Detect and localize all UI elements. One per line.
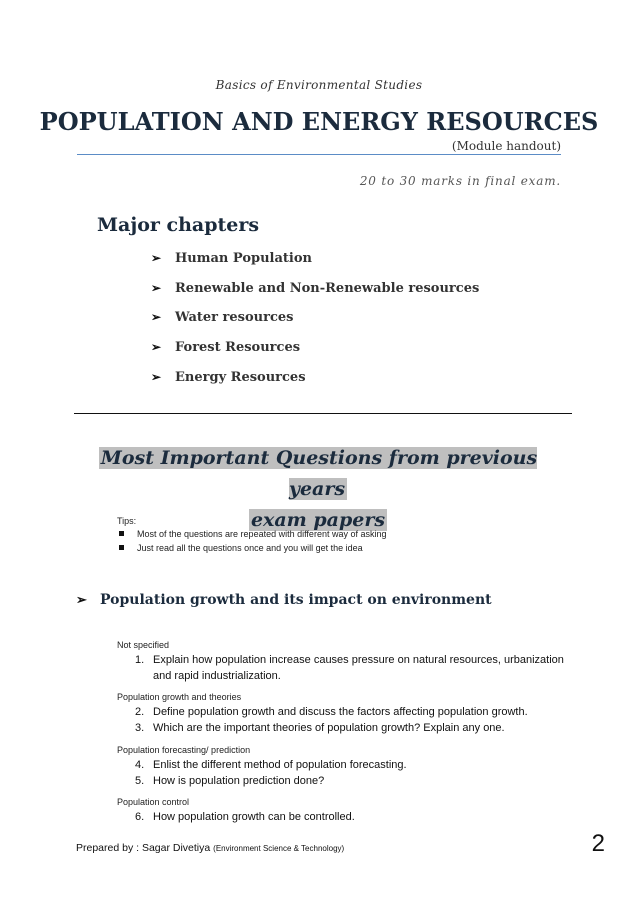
chapter-item <box>151 251 312 271</box>
questions-heading-line2: exam papers <box>250 509 386 531</box>
topic-heading-text: Population growth and its impact on environment <box>100 592 492 608</box>
arrowhead-bullet-icon: ➢ <box>151 310 162 324</box>
tip-text: Most of the questions are repeated with different way of asking <box>137 529 387 539</box>
arrowhead-bullet-icon: ➢ <box>76 593 87 608</box>
question-text: Enlist the different method of population forecasting. <box>153 759 407 771</box>
tips-label: Tips: <box>117 516 137 526</box>
question-number: 6. <box>135 811 145 823</box>
arrowhead-bullet-icon: ➢ <box>151 340 162 354</box>
questions-heading <box>70 443 566 536</box>
tip-item <box>119 529 386 539</box>
square-bullet-icon <box>119 545 124 550</box>
question-number: 5. <box>135 775 145 787</box>
question-text: Define population growth and discuss the factors affecting population growth. <box>153 706 528 718</box>
chapters-heading: Major chapters <box>97 214 260 236</box>
chapter-label: Renewable and Non-Renewable resources <box>175 281 480 296</box>
question-text: How population growth can be controlled. <box>153 811 355 823</box>
marks-note: 20 to 30 marks in final exam. <box>359 174 561 188</box>
question-group-label: Not specified <box>117 640 170 650</box>
question-number: 1. <box>135 654 145 666</box>
question-item <box>135 704 565 720</box>
chapter-label: Energy Resources <box>175 370 306 385</box>
arrowhead-bullet-icon: ➢ <box>151 251 162 265</box>
question-number: 4. <box>135 759 145 771</box>
section-divider <box>74 413 572 414</box>
title-underline <box>77 154 561 155</box>
chapter-label: Water resources <box>175 310 294 325</box>
page-number: 2 <box>591 830 605 857</box>
question-item <box>135 809 565 825</box>
questions-heading-line1: Most Important Questions from previous years <box>100 447 538 500</box>
tip-text: Just read all the questions once and you will get the idea <box>137 543 363 553</box>
question-item <box>135 720 565 736</box>
question-text: How is population prediction done? <box>153 775 325 787</box>
question-item <box>135 757 565 773</box>
chapter-item <box>151 340 300 360</box>
document-subtitle: Basics of Environmental Studies <box>215 78 423 92</box>
question-group-label: Population forecasting/ prediction <box>117 745 251 755</box>
footer-prepared-by: Prepared by : Sagar Divetiya <box>76 842 211 854</box>
footer-credit <box>76 842 344 854</box>
question-group-label: Population control <box>117 797 190 807</box>
chapter-label: Forest Resources <box>175 340 301 355</box>
topic-heading <box>76 592 492 608</box>
question-group-label: Population growth and theories <box>117 692 242 702</box>
question-item <box>135 773 565 789</box>
chapter-item <box>151 370 306 390</box>
chapter-item <box>151 310 293 330</box>
document-title: POPULATION AND ENERGY RESOURCES <box>39 107 599 136</box>
chapter-label: Human Population <box>175 251 312 266</box>
question-number: 3. <box>135 722 145 734</box>
arrowhead-bullet-icon: ➢ <box>151 370 162 384</box>
question-number: 2. <box>135 706 145 718</box>
tip-item <box>119 543 363 553</box>
question-text: Explain how population increase causes pressure on natural resources, urbanization and rapid industrialization. <box>153 654 564 682</box>
arrowhead-bullet-icon: ➢ <box>151 281 162 295</box>
square-bullet-icon <box>119 531 124 536</box>
chapter-item <box>151 281 479 301</box>
module-note: (Module handout) <box>451 139 561 153</box>
question-text: Which are the important theories of population growth? Explain any one. <box>153 722 505 734</box>
footer-affiliation: (Environment Science & Technology) <box>213 844 345 853</box>
question-item <box>135 652 565 684</box>
